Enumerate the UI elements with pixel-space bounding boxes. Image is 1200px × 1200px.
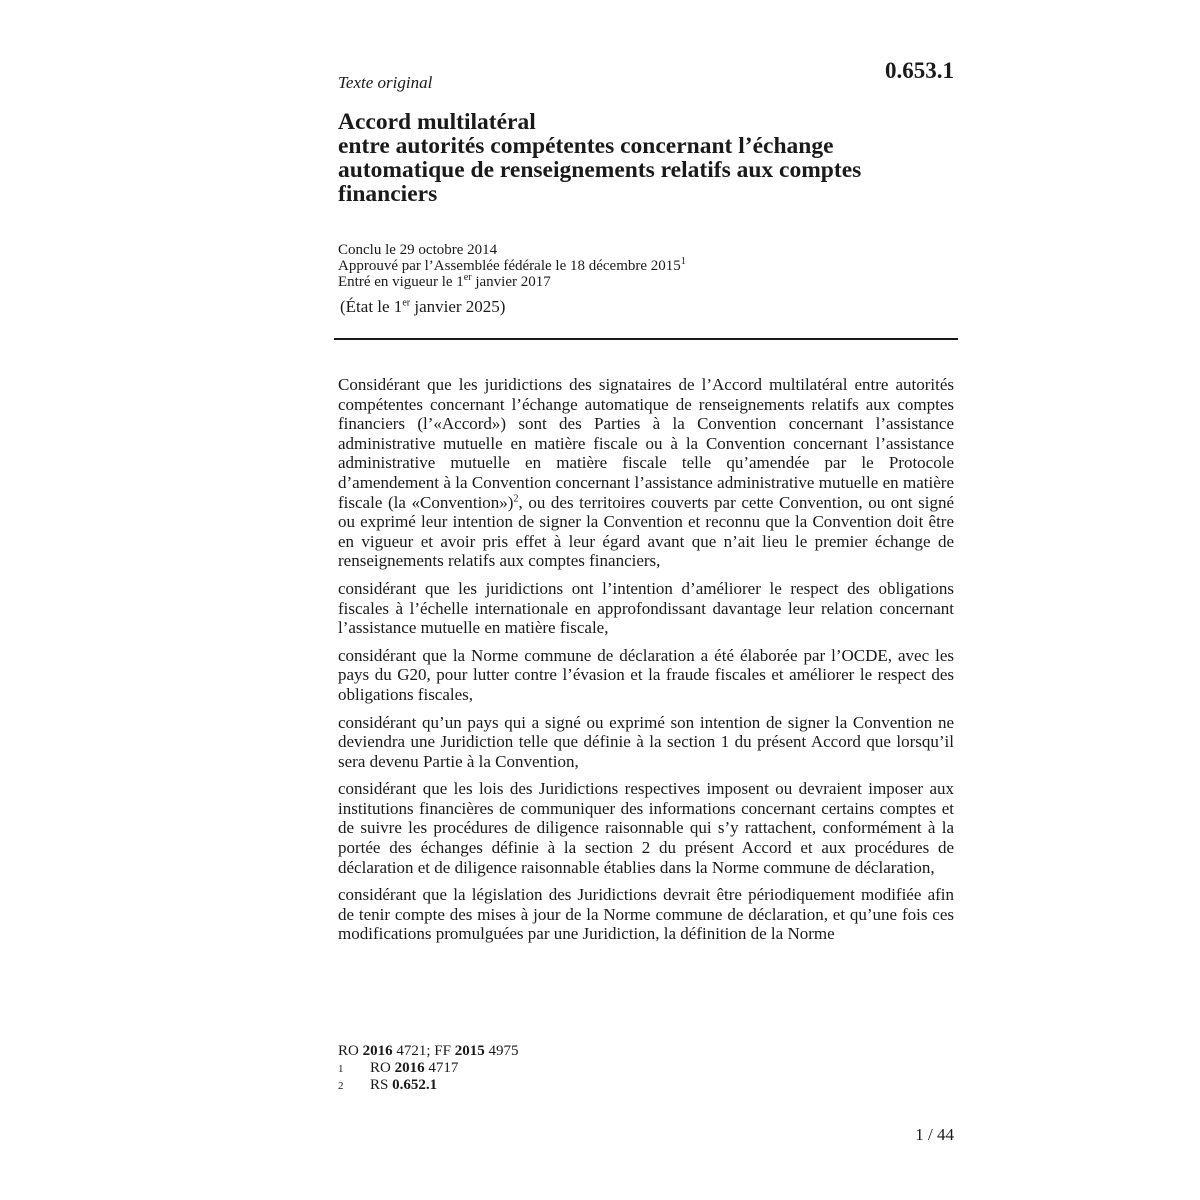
paragraph: considérant que la législation des Juridictions devrait être périodiquement modifiée afin de tenir compte des mises à jour de la Norme commune de déclaration, et qu’une fois ces modifications promulguées par une Juridiction, la définition de la Norme [338,885,954,944]
document-title [338,110,958,206]
text-original-label: Texte original [338,73,433,92]
title-line: financiers [338,181,438,207]
footnotes [338,1043,518,1094]
entry-into-force: Entré en vigueur le 1er janvier 2017 [338,272,551,290]
page-number: 1 / 44 [915,1125,954,1144]
paragraph: considérant qu’un pays qui a signé ou exprimé son intention de signer la Convention ne deviendra une Juridiction telle que définie à la section 1 du présent Accord que lorsqu’il sera devenu Partie à la Convention, [338,712,954,771]
footnote-2: 2 RS 0.652.1 [338,1077,438,1093]
publication-reference: RO 2016 4721; FF 2015 4975 [338,1043,519,1059]
title-line: automatique de renseignements relatifs aux comptes [338,157,862,183]
status-date: (État le 1er janvier 2025) [340,297,506,316]
concluded-date: Conclu le 29 octobre 2014 [338,242,498,258]
title-line: Accord multilatéral [338,109,536,135]
paragraph: considérant que les juridictions ont l’intention d’améliorer le respect des obligations fiscales à l’échelle internationale en approfondissant davantage leur relation concernant l’assistance mutuelle en matière fiscale, [338,578,954,638]
footnote-ref-2[interactable]: 2 [513,492,519,504]
paragraph: Considérant que les juridictions des signataires de l’Accord multilatéral entre autorités compétentes concernant l’échange automatique de renseignements relatifs aux comptes financiers (l’«Accord») sont des Parties à la Convention concernant l’assistance administrative mutuelle en matière fiscale ou à la Convention concernant l’assistance administrative mutuelle en matière fiscale telle qu’amendée par le Protocole d’amendement à la Convention concernant l’assistance administrative mutuelle en matière fiscale (la «Convention»)$^2$, ou des territoires couverts par cette Convention, ou ont signé ou exprimé leur intention de signer la Convention et reconnu que la Convention doit être en vigueur et avoir pris effet à leur égard avant que n’ait lieu le premier échange de renseignements relatifs aux comptes financiers, [338,375,955,571]
footnote-1: 1 RO 2016 4717 [338,1060,459,1076]
approved-date: Approuvé par l’Assemblée fédérale le 18 décembre 2015$^1$ [338,256,686,274]
rs-number: 0.653.1 [885,58,954,83]
title-line: entre autorités compétentes concernant l’échange [338,133,834,159]
paragraph: considérant que les lois des Juridictions respectives imposent ou devraient imposer aux institutions financières de communiquer des informations concernant certains comptes et de suivre les procédures de diligence raisonnable qui s’y rattachent, conformément à la portée des échanges définie à la section 2 du présent Accord et aux procédures de déclaration et de diligence raisonnable établies dans la Norme commune de déclaration, [338,779,954,877]
header-divider [334,338,958,340]
document-meta [338,242,686,290]
footnote-ref-1[interactable]: 1 [680,256,686,267]
paragraph: considérant que la Norme commune de déclaration a été élaborée par l’OCDE, avec les pays du G20, pour lutter contre l’évasion et la fraude fiscales et améliorer le respect des obligations fiscales, [338,645,954,704]
preamble-text [338,375,954,952]
